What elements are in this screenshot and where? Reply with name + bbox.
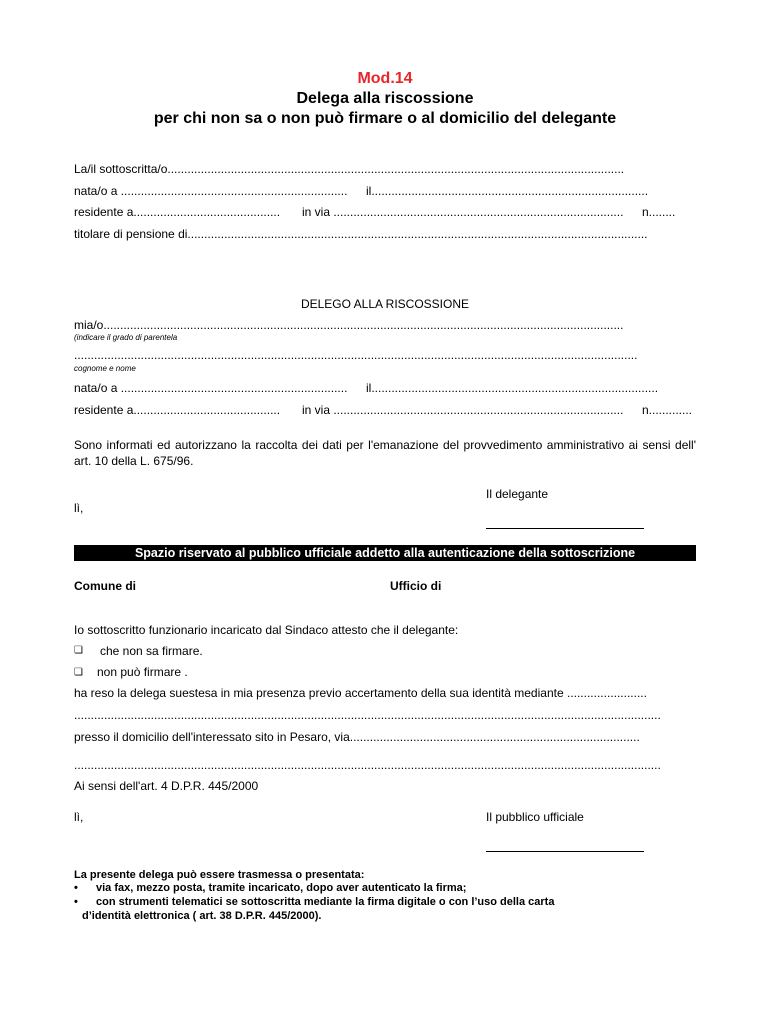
delegante-signature-label: Il delegante [486, 487, 549, 501]
delegante-street-line[interactable]: in via ....................................................................................... [302, 205, 624, 219]
delegato-birthplace-line[interactable]: nata/o a .................................................................... [74, 381, 348, 395]
transmission-option-digital: con strumenti telematici se sottoscritta mediante la firma digitale o con l’uso della carta [96, 896, 555, 908]
delegato-birthdate-line[interactable]: il...................................................................................... [366, 381, 659, 395]
delegato-residence-line[interactable]: residente a............................................ [74, 403, 281, 417]
attestation-text: Io sottoscritto funzionario incaricato dal Sindaco attesto che il delegante: [74, 623, 459, 637]
form-subtitle: per chi non sa o non può firmare o al domicilio del delegante [153, 110, 617, 127]
delegato-number-line[interactable]: n............. [642, 403, 693, 417]
delegato-name-line[interactable]: ......................................................................................................................................................................... [74, 348, 638, 362]
delegante-birthplace-line[interactable]: nata/o a .................................................................... [74, 184, 348, 198]
delegante-residence-line[interactable]: residente a............................................ [74, 205, 281, 219]
public-official-label: Il pubblico ufficiale [486, 810, 584, 824]
transmission-option-fax: via fax, mezzo posta, tramite incaricato, dopo aver autenticato la firma; [96, 882, 467, 894]
option-cannot-sign-label: che non sa firmare. [100, 644, 203, 658]
identity-continuation-line[interactable]: ................................................................................................................................................................................ [74, 708, 661, 722]
delegante-pension-line[interactable]: titolare di pensione di.......................................................................................................................................... [74, 227, 648, 241]
transmission-option-digital-cont: d’identità elettronica ( art. 38 D.P.R. 445/2000). [82, 910, 322, 922]
official-place-date-label: lì, [74, 810, 84, 824]
delegante-signature-line[interactable] [486, 528, 644, 529]
delegato-street-line[interactable]: in via ....................................................................................... [302, 403, 624, 417]
checkbox-icon[interactable]: ❏ [74, 645, 83, 656]
option-unable-sign-label: non può firmare . [97, 665, 188, 679]
comune-label: Comune di [74, 579, 136, 593]
relation-hint: (indicare il grado di parentela [74, 333, 178, 342]
official-section-banner: Spazio riservato al pubblico ufficiale addetto alla autenticazione della sottoscrizione [74, 545, 696, 561]
domicile-continuation-line[interactable]: ................................................................................................................................................................................ [74, 758, 661, 772]
name-hint: cognome e nome [74, 364, 136, 373]
delegante-name-line[interactable]: La/il sottoscritta/o......................................................................................................................................... [74, 162, 625, 176]
delegante-number-line[interactable]: n........ [642, 205, 676, 219]
domicile-line[interactable]: presso il domicilio dell'interessato sito in Pesaro, via....................................................................................... [74, 730, 640, 744]
delegato-relation-line[interactable]: mia/o............................................................................................................................................................ [74, 318, 624, 332]
legal-reference: Ai sensi dell'art. 4 D.P.R. 445/2000 [74, 779, 259, 793]
privacy-notice: Sono informati ed autorizzano la raccolta dei dati per l'emanazione del provvedimento amministrativo ai sensi dell' art. 10 della L. 675/96. [74, 438, 696, 468]
bullet-icon: • [74, 882, 78, 894]
identity-line[interactable]: ha reso la delega suestesa in mia presenza previo accertamento della sua identità mediante ........................ [74, 686, 647, 700]
form-title: Delega alla riscossione [296, 90, 474, 107]
ufficio-label: Ufficio di [390, 579, 442, 593]
transmission-intro: La presente delega può essere trasmessa o presentata: [74, 869, 365, 881]
bullet-icon: • [74, 896, 78, 908]
checkbox-icon[interactable]: ❏ [74, 667, 83, 678]
delegante-birthdate-line[interactable]: il................................................................................... [366, 184, 649, 198]
delego-heading: DELEGO ALLA RISCOSSIONE [300, 297, 470, 311]
official-signature-line[interactable] [486, 851, 644, 852]
place-date-label: lì, [74, 501, 84, 515]
form-code: Mod.14 [357, 70, 413, 87]
